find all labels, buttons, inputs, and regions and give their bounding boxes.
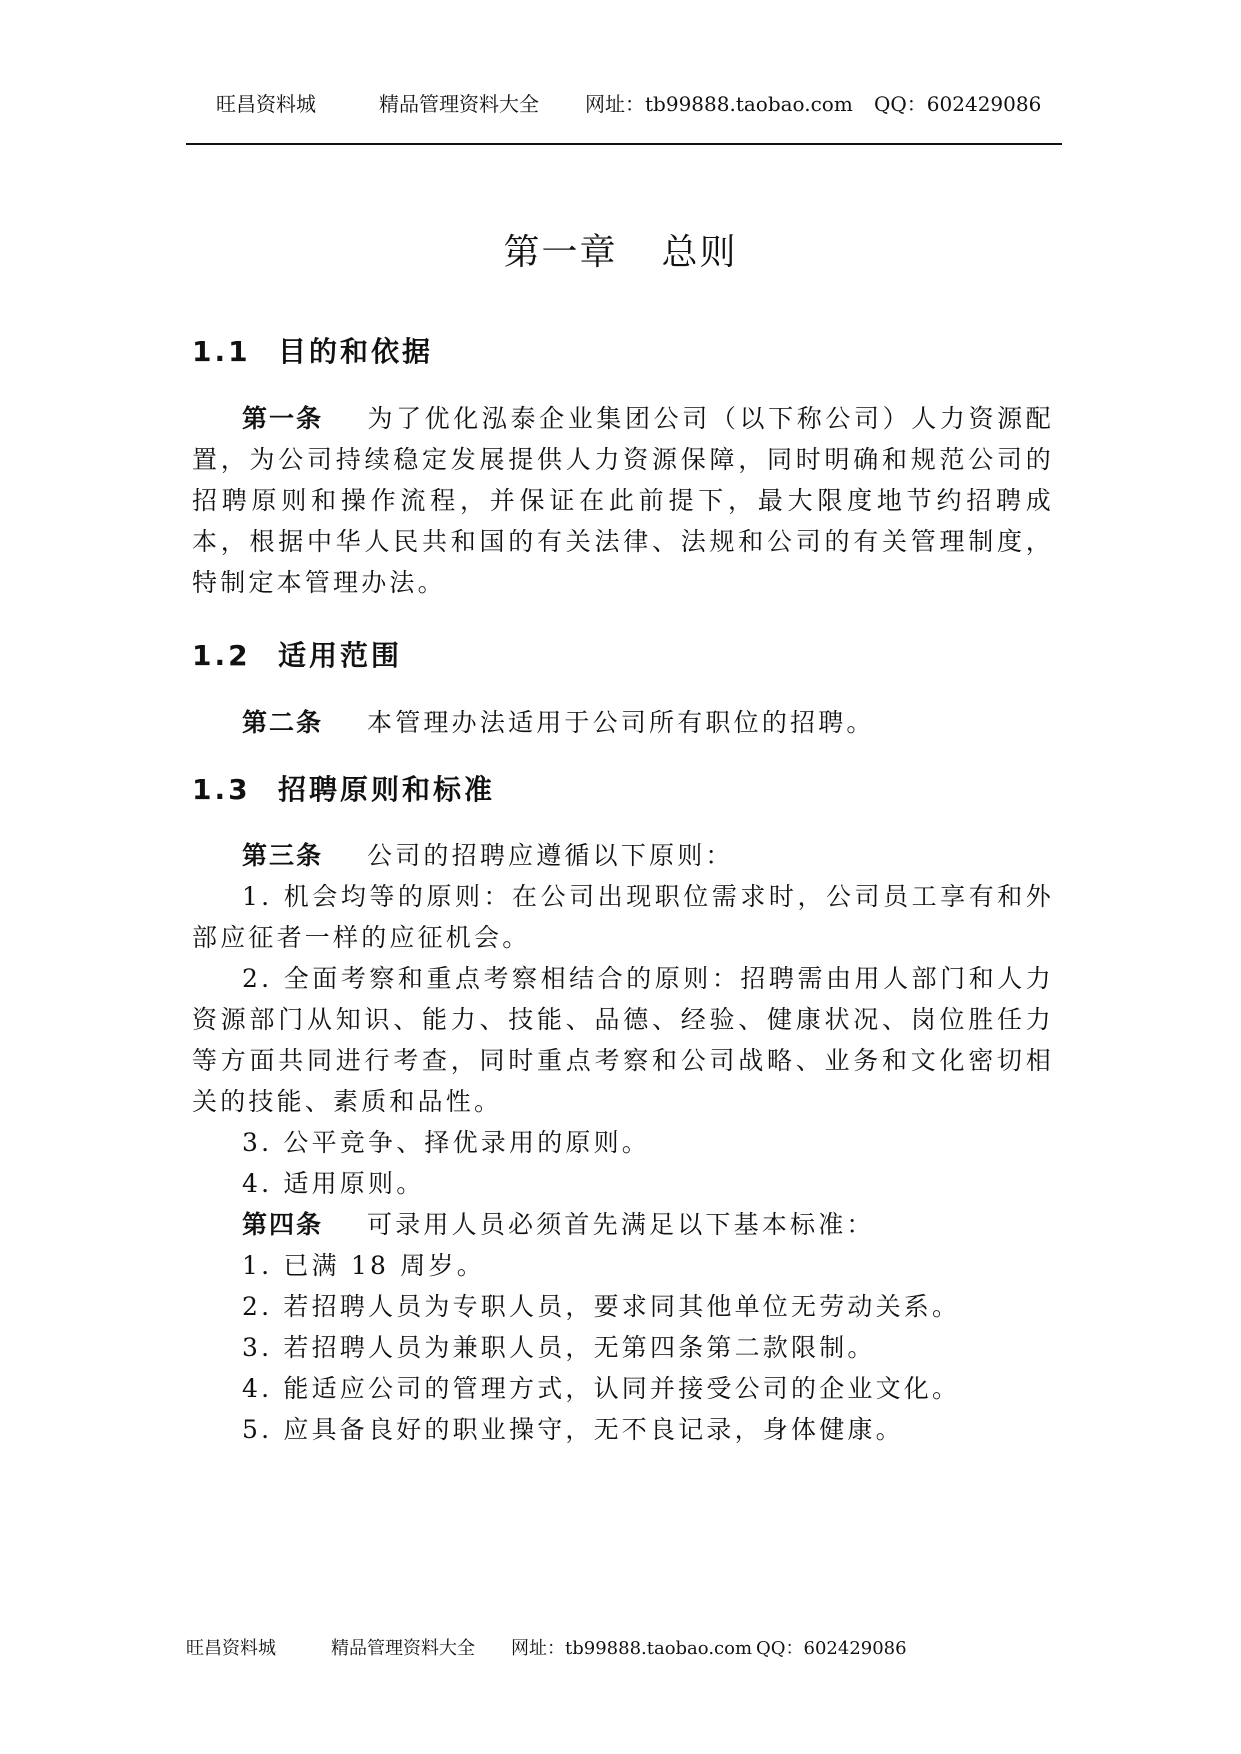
article-label: 第二条 bbox=[242, 708, 324, 737]
chapter-title: 总则 bbox=[661, 232, 738, 273]
header-shop: 旺昌资料城 bbox=[216, 92, 316, 116]
article-3 bbox=[192, 835, 1054, 876]
article-2 bbox=[192, 702, 1054, 743]
section-number: 1.3 bbox=[192, 773, 251, 806]
article-text: 为了优化泓泰企业集团公司（以下称公司）人力资源配置，为公司持续稳定发展提供人力资源保障，同时明确和规范公司的招聘原则和操作流程，并保证在此前提下，最大限度地节约招聘成本，根据中华人民共和国的有关法律、法规和公司的有关管理制度，特制定本管理办法。 bbox=[192, 404, 1054, 597]
header-website: 网址：tb99888.taobao.com bbox=[585, 92, 853, 116]
footer-shop: 旺昌资料城 bbox=[186, 1638, 276, 1659]
list-item: 1. 已满 18 周岁。 bbox=[242, 1251, 485, 1280]
article-text: 本管理办法适用于公司所有职位的招聘。 bbox=[367, 708, 875, 737]
list-item: 1. 机会均等的原则：在公司出现职位需求时，公司员工享有和外部应征者一样的应征机会。 bbox=[192, 882, 1054, 952]
header-qq: QQ：602429086 bbox=[874, 92, 1042, 116]
section-number: 1.1 bbox=[192, 335, 251, 368]
list-item: 5. 应具备良好的职业操守，无不良记录，身体健康。 bbox=[242, 1415, 904, 1444]
article-4 bbox=[192, 1204, 1054, 1245]
section-number: 1.2 bbox=[192, 639, 251, 672]
section-heading-1-2 bbox=[192, 634, 402, 674]
section-heading-1-3 bbox=[192, 768, 495, 808]
article-label: 第四条 bbox=[242, 1210, 324, 1239]
list-item: 4. 能适应公司的管理方式，认同并接受公司的企业文化。 bbox=[242, 1374, 961, 1403]
article-1 bbox=[192, 398, 1054, 603]
list-item: 4. 适用原则。 bbox=[242, 1169, 425, 1198]
chapter-number: 第一章 bbox=[503, 232, 618, 273]
list-item: 2. 若招聘人员为专职人员，要求同其他单位无劳动关系。 bbox=[242, 1292, 961, 1321]
header-tagline: 精品管理资料大全 bbox=[379, 92, 539, 116]
article-text: 公司的招聘应遵循以下原则： bbox=[367, 841, 734, 870]
footer-qq: QQ：602429086 bbox=[756, 1638, 907, 1659]
section-heading-1-1 bbox=[192, 330, 433, 370]
footer-website: 网址：tb99888.taobao.com bbox=[511, 1638, 753, 1659]
article-text: 可录用人员必须首先满足以下基本标准： bbox=[367, 1210, 875, 1239]
header-divider bbox=[186, 143, 1062, 145]
article-label: 第一条 bbox=[242, 404, 324, 433]
list-item: 2. 全面考察和重点考察相结合的原则：招聘需由用人部门和人力资源部门从知识、能力、技能、品德、经验、健康状况、岗位胜任力等方面共同进行考查，同时重点考察和公司战略、业务和文化密切相关的技能、素质和品性。 bbox=[192, 964, 1054, 1116]
section-title: 目的和依据 bbox=[278, 335, 434, 368]
footer-tagline: 精品管理资料大全 bbox=[331, 1638, 475, 1659]
section-title: 招聘原则和标准 bbox=[278, 773, 496, 806]
section-title: 适用范围 bbox=[278, 639, 403, 672]
list-item: 3. 公平竞争、择优录用的原则。 bbox=[242, 1128, 651, 1157]
list-item: 3. 若招聘人员为兼职人员，无第四条第二款限制。 bbox=[242, 1333, 876, 1362]
article-label: 第三条 bbox=[242, 841, 324, 870]
chapter-heading bbox=[0, 224, 1241, 275]
